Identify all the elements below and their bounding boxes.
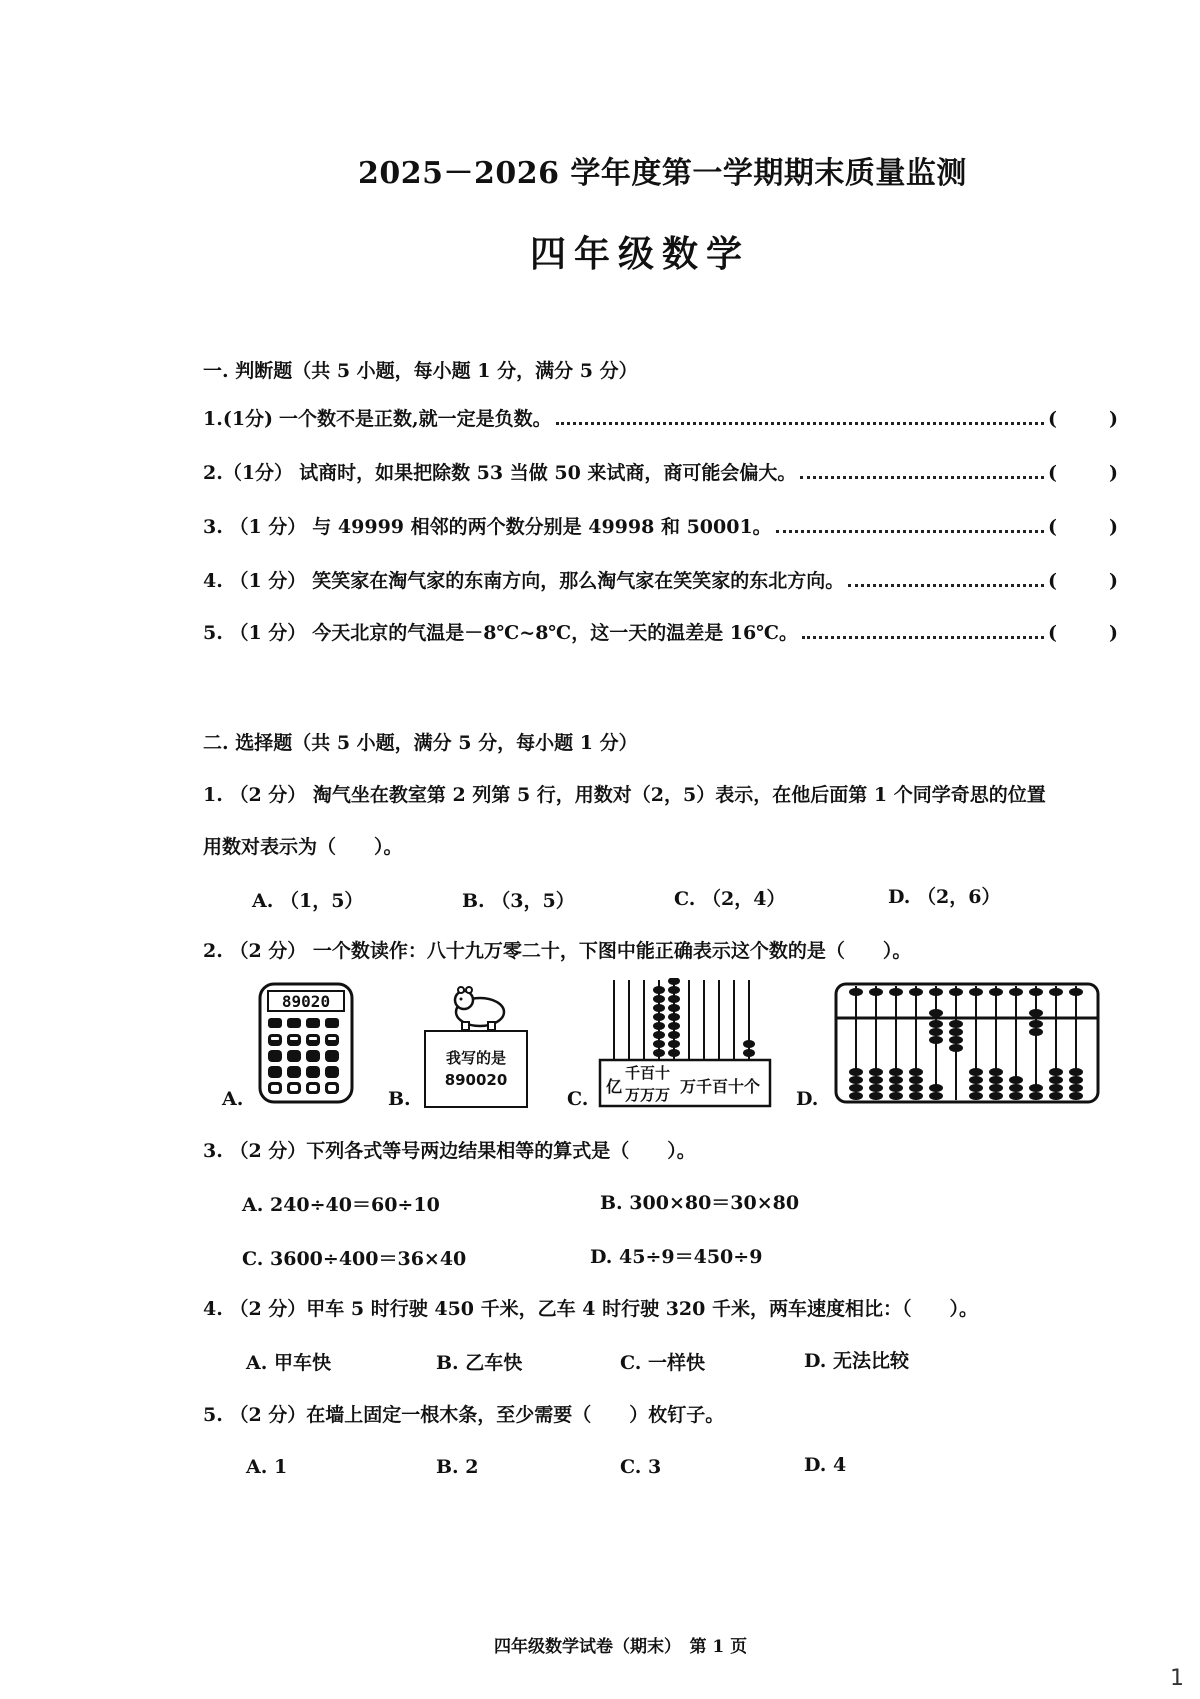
leader-dots xyxy=(556,422,1044,425)
q2-option-b-label[interactable]: B. xyxy=(388,1088,411,1110)
sign-line-2: 890020 xyxy=(444,1071,508,1089)
leader-dots xyxy=(800,476,1044,479)
place-label-top: 千百十 xyxy=(625,1064,671,1082)
q5-option-c[interactable]: C. 3 xyxy=(620,1456,662,1478)
exam-subtitle: 四年级数学 xyxy=(530,233,751,275)
q2-option-a-label[interactable]: A. xyxy=(222,1088,244,1110)
answer-blank[interactable]: ( ) xyxy=(1048,408,1118,430)
q1-option-a[interactable]: A. （1，5） xyxy=(252,890,364,912)
q2-option-c-label[interactable]: C. xyxy=(567,1088,589,1110)
judge-question-3 xyxy=(203,512,1118,542)
number-sign xyxy=(424,1030,528,1108)
place-label-rest: 万千百十个 xyxy=(680,1077,761,1096)
q1-option-d[interactable]: D. （2，6） xyxy=(888,886,1001,908)
place-label-bottom: 万万万 xyxy=(625,1086,671,1104)
abacus-picture xyxy=(834,982,1100,1104)
question-text: 试商时，如果把除数 53 当做 50 来试商，商可能会偏大。 xyxy=(299,462,797,484)
section2-heading: 二. 选择题（共 5 小题，满分 5 分，每小题 1 分） xyxy=(203,732,638,754)
q5-option-a[interactable]: A. 1 xyxy=(246,1456,288,1478)
question-number: 2.（1分） xyxy=(203,462,294,484)
choice-question-4: 4. （2 分）甲车 5 时行驶 450 千米，乙车 4 时行驶 320 千米，两车速度相比：（ ）。 xyxy=(203,1298,978,1320)
sign-line-1: 我写的是 xyxy=(445,1049,506,1067)
place-label-yi: 亿 xyxy=(606,1077,623,1096)
question-number: 1.(1分) xyxy=(203,408,274,430)
q4-option-c[interactable]: C. 一样快 xyxy=(620,1352,706,1374)
question-number: 5. （1 分） xyxy=(203,622,307,644)
q5-option-d[interactable]: D. 4 xyxy=(804,1454,847,1476)
hippo-icon xyxy=(448,984,508,1032)
choice-question-3: 3. （2 分）下列各式等号两边结果相等的算式是（ ）。 xyxy=(203,1140,696,1162)
judge-question-1 xyxy=(203,404,1118,434)
question-number: 4. （1 分） xyxy=(203,570,307,592)
judge-question-2 xyxy=(203,458,1118,488)
question-text: 一个数不是正数,就一定是负数。 xyxy=(279,408,552,430)
exam-title: 2025－2026 学年度第一学期期末质量监测 xyxy=(358,156,967,191)
leader-dots xyxy=(802,636,1044,639)
q3-option-b[interactable]: B. 300×80＝30×80 xyxy=(600,1192,800,1214)
choice-question-2: 2. （2 分） 一个数读作：八十九万零二十，下图中能正确表示这个数的是（ ）。 xyxy=(203,940,912,962)
calculator-picture xyxy=(258,982,354,1104)
question-text: 与 49999 相邻的两个数分别是 49998 和 50001。 xyxy=(312,516,772,538)
answer-blank[interactable]: ( ) xyxy=(1048,570,1118,592)
q3-option-a[interactable]: A. 240÷40＝60÷10 xyxy=(242,1194,440,1216)
leader-dots xyxy=(776,530,1044,533)
question-number: 3. （1 分） xyxy=(203,516,307,538)
answer-blank[interactable]: ( ) xyxy=(1048,516,1118,538)
q4-option-a[interactable]: A. 甲车快 xyxy=(246,1352,331,1374)
choice-question-1-line2: 用数对表示为（ ）。 xyxy=(203,836,403,858)
question-text: 笑笑家在淘气家的东南方向，那么淘气家在笑笑家的东北方向。 xyxy=(312,570,845,592)
page-number: 1 xyxy=(1170,1666,1184,1691)
q4-option-b[interactable]: B. 乙车快 xyxy=(436,1352,523,1374)
question-text: 今天北京的气温是－8℃~8℃，这一天的温差是 16℃。 xyxy=(312,622,799,644)
choice-question-1-line1: 1. （2 分） 淘气坐在教室第 2 列第 5 行，用数对（2，5）表示，在他后面第 1 个同学奇思的位置 xyxy=(203,784,1046,806)
q4-option-d[interactable]: D. 无法比较 xyxy=(804,1350,910,1372)
q1-option-b[interactable]: B. （3，5） xyxy=(462,890,575,912)
leader-dots xyxy=(848,584,1044,587)
section1-heading: 一. 判断题（共 5 小题，每小题 1 分，满分 5 分） xyxy=(203,360,638,382)
q1-option-c[interactable]: C. （2，4） xyxy=(674,888,786,910)
q2-option-d-label[interactable]: D. xyxy=(796,1088,819,1110)
page-footer: 四年级数学试卷（期末） 第 1 页 xyxy=(494,1637,748,1657)
judge-question-5 xyxy=(203,618,1118,648)
answer-blank[interactable]: ( ) xyxy=(1048,622,1118,644)
answer-blank[interactable]: ( ) xyxy=(1048,462,1118,484)
judge-question-4 xyxy=(203,566,1118,596)
q3-option-c[interactable]: C. 3600÷400＝36×40 xyxy=(242,1248,467,1270)
q5-option-b[interactable]: B. 2 xyxy=(436,1456,479,1478)
q3-option-d[interactable]: D. 45÷9＝450÷9 xyxy=(590,1246,763,1268)
calculator-display: 89020 xyxy=(281,992,331,1011)
choice-question-5: 5. （2 分）在墙上固定一根木条，至少需要（ ）枚钉子。 xyxy=(203,1404,725,1426)
